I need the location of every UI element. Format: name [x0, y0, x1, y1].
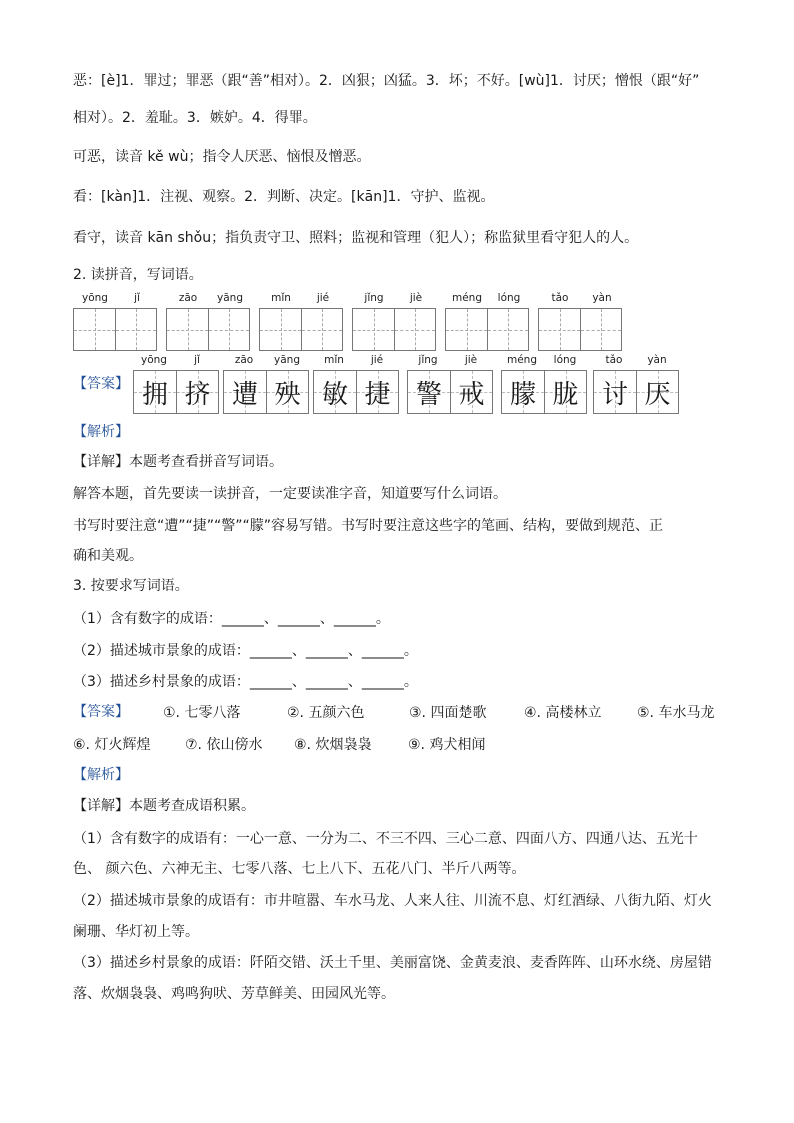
answer-cell: 捷	[356, 371, 398, 413]
analysis-label: 【解析】	[73, 767, 129, 783]
pinyin-label: tǎo	[551, 292, 569, 304]
pinyin-label: jié	[370, 354, 384, 366]
answer-cell: 戒	[450, 371, 492, 413]
pinyin-label: jǐng	[418, 354, 438, 366]
analysis-label: 【解析】	[73, 424, 129, 440]
answer-cell: 殃	[266, 371, 308, 413]
answer-label: 【答案】	[73, 376, 129, 392]
definition-kanshou: 看守，读音 kān shǒu；指负责守卫、照料；监视和管理（犯人）；称监狱里看守犯人的人。	[73, 230, 639, 246]
definition-e-line2: 相对）。2．羞耻。3．嫉妒。4．得罪。	[73, 110, 317, 126]
pinyin-label: yōng	[141, 354, 167, 366]
answer-cell: 朦	[502, 371, 544, 413]
pinyin-label: jiè	[409, 292, 423, 304]
writing-cell[interactable]	[115, 309, 156, 350]
question-item: （1）含有数字的成语：______、______、______。	[73, 611, 390, 627]
answer-cell: 挤	[176, 371, 218, 413]
idiom-answer: ①. 七零八落	[163, 705, 241, 721]
writing-cell[interactable]	[167, 309, 208, 350]
idiom-answer: ⑧. 炊烟袅袅	[294, 737, 372, 753]
idiom-answer: ④. 高楼林立	[524, 705, 602, 721]
definition-kan: 看：[kàn]1．注视、观察。2．判断、决定。[kān]1．守护、监视。	[73, 189, 495, 205]
explanation-paragraph: 书写时要注意“遭”“捷”“警”“朦”容易写错。书写时要注意这些字的笔画、结构，要做到规范、正	[73, 518, 664, 534]
explanation-paragraph: （3）描述乡村景象的成语：阡陌交错、沃土千里、美丽富饶、金黄麦浪、麦香阵阵、山环水绕、房屋错	[73, 955, 712, 971]
answer-cell: 警	[408, 371, 450, 413]
explanation-paragraph: （1）含有数字的成语有：一心一意、一分为二、不三不四、三心二意、四面八方、四通八达、五光十	[73, 831, 698, 847]
pinyin-label: lóng	[553, 354, 577, 366]
pinyin-label: zāo	[234, 354, 254, 366]
pinyin-label: zāo	[178, 292, 198, 304]
question-item: （2）描述城市景象的成语：______、______、______。	[73, 643, 418, 659]
pinyin-label: lóng	[497, 292, 521, 304]
idiom-answer: ⑨. 鸡犬相闻	[408, 737, 486, 753]
answer-cell: 敏	[314, 371, 356, 413]
pinyin-label: yāng	[217, 292, 243, 304]
pinyin-label: jié	[316, 292, 330, 304]
explanation-paragraph: 色、 颜六色、六神无主、七零八落、七上八下、五花八门、半斤八两等。	[73, 861, 526, 877]
pinyin-label: mǐn	[324, 354, 344, 366]
explanation-paragraph: （2）描述城市景象的成语有：市井喧嚣、车水马龙、人来人往、川流不息、灯红酒绿、八街九陌、灯火	[73, 893, 712, 909]
pinyin-label: yàn	[592, 292, 612, 304]
explanation-paragraph: 落、炊烟袅袅、鸡鸣狗吠、芳草鲜美、田园风光等。	[73, 986, 395, 1002]
answer-cell: 讨	[594, 371, 636, 413]
pinyin-label: yōng	[82, 292, 108, 304]
question-item: （3）描述乡村景象的成语：______、______、______。	[73, 674, 418, 690]
writing-cell[interactable]	[487, 309, 528, 350]
answer-cell: 拥	[134, 371, 176, 413]
writing-cell[interactable]	[580, 309, 621, 350]
pinyin-label: mǐn	[271, 292, 291, 304]
pinyin-label: jǐng	[364, 292, 384, 304]
explanation-paragraph: 阑珊、华灯初上等。	[73, 924, 199, 940]
pinyin-label: jǐ	[134, 292, 140, 304]
idiom-answer: ⑦. 依山傍水	[185, 737, 263, 753]
pinyin-label: yāng	[274, 354, 300, 366]
answer-label: 【答案】	[73, 704, 129, 720]
pinyin-label: jǐ	[194, 354, 200, 366]
definition-e-line1: 恶：[è]1．罪过；罪恶（跟“善”相对）。2．凶狠；凶猛。3．坏；不好。[wù]1．讨厌；憎恨（跟“好”	[73, 73, 700, 89]
detail-text: 【详解】本题考查成语积累。	[73, 798, 255, 814]
writing-cell[interactable]	[353, 309, 394, 350]
question-3-title: 3. 按要求写词语。	[73, 578, 189, 594]
answer-cell: 厌	[636, 371, 678, 413]
explanation-paragraph: 确和美观。	[73, 548, 143, 564]
pinyin-label: méng	[451, 292, 482, 304]
pinyin-label: tǎo	[605, 354, 623, 366]
definition-kewu: 可恶，读音 kě wù；指令人厌恶、恼恨及憎恶。	[73, 149, 371, 165]
idiom-answer: ②. 五颜六色	[287, 705, 365, 721]
writing-cell[interactable]	[74, 309, 115, 350]
explanation-paragraph: 解答本题，首先要读一读拼音，一定要读准字音，知道要写什么词语。	[73, 486, 507, 502]
writing-cell[interactable]	[208, 309, 249, 350]
idiom-answer: ③. 四面楚歌	[409, 705, 487, 721]
idiom-answer: ⑤. 车水马龙	[637, 705, 715, 721]
pinyin-label: yàn	[647, 354, 667, 366]
writing-cell[interactable]	[260, 309, 301, 350]
answer-cell: 遭	[224, 371, 266, 413]
pinyin-label: jiè	[464, 354, 478, 366]
writing-cell[interactable]	[394, 309, 435, 350]
pinyin-label: méng	[506, 354, 537, 366]
answer-cell: 胧	[544, 371, 586, 413]
writing-cell[interactable]	[446, 309, 487, 350]
detail-text: 【详解】本题考查看拼音写词语。	[73, 454, 283, 470]
writing-cell[interactable]	[539, 309, 580, 350]
idiom-answer: ⑥. 灯火辉煌	[73, 737, 151, 753]
writing-cell[interactable]	[301, 309, 342, 350]
question-2-title: 2. 读拼音，写词语。	[73, 267, 203, 283]
